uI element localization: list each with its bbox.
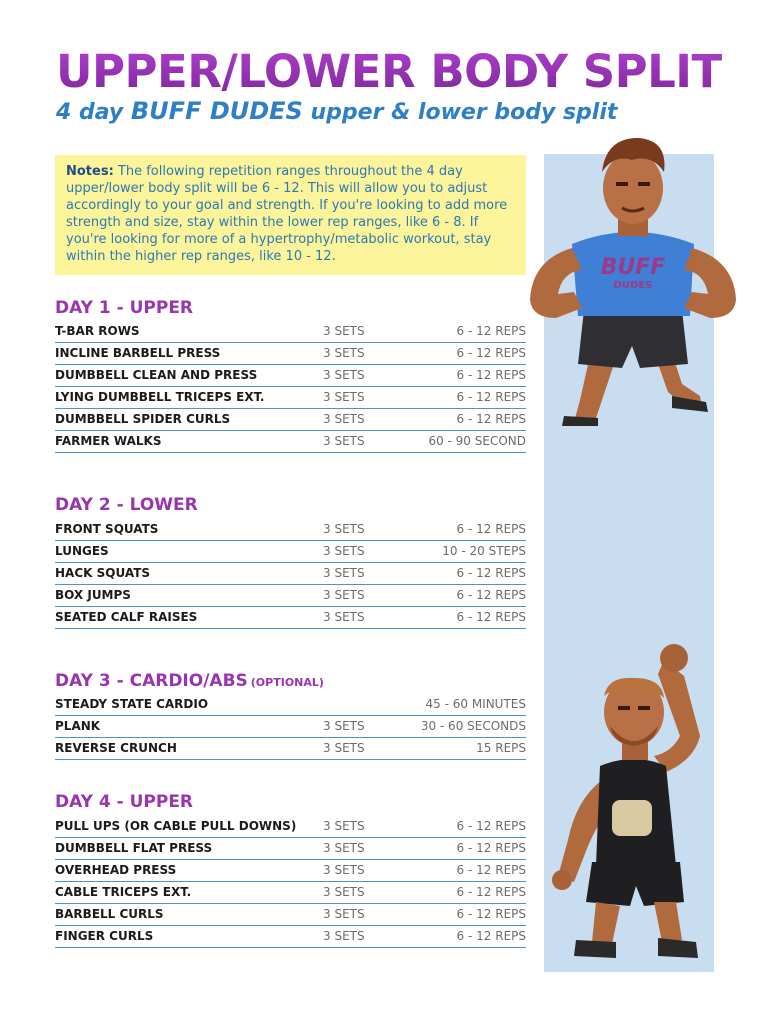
exercise-sets: 3 SETS [323, 588, 365, 602]
exercise-sets: 3 SETS [323, 566, 365, 580]
buff-dude-character-black-tank [534, 640, 744, 970]
exercise-sets: 3 SETS [323, 324, 365, 338]
subtitle-prefix: 4 day [56, 100, 131, 125]
exercise-row [55, 387, 526, 409]
day-4-heading-text: DAY 4 - UPPER [55, 792, 194, 812]
exercise-name: LUNGES [55, 544, 109, 558]
exercise-name: BOX JUMPS [55, 588, 131, 602]
exercise-row [55, 716, 526, 738]
day-1-exercise-table [55, 321, 526, 453]
exercise-name: FARMER WALKS [55, 434, 162, 448]
exercise-reps: 6 - 12 REPS [456, 368, 526, 382]
exercise-row [55, 585, 526, 607]
subtitle-suffix: upper & lower body split [302, 100, 618, 125]
exercise-name: PULL UPS (OR CABLE PULL DOWNS) [55, 819, 297, 833]
exercise-row [55, 321, 526, 343]
day-4-heading [55, 791, 196, 815]
exercise-name: FRONT SQUATS [55, 522, 159, 536]
exercise-reps: 6 - 12 REPS [456, 841, 526, 855]
exercise-row [55, 882, 526, 904]
exercise-name: INCLINE BARBELL PRESS [55, 346, 221, 360]
exercise-row [55, 563, 526, 585]
notes-box [55, 155, 526, 275]
exercise-row [55, 860, 526, 882]
day-1-heading [55, 297, 196, 321]
exercise-row [55, 904, 526, 926]
exercise-reps: 6 - 12 REPS [456, 610, 526, 624]
exercise-reps: 6 - 12 REPS [456, 819, 526, 833]
exercise-sets: 3 SETS [323, 412, 365, 426]
exercise-reps: 10 - 20 STEPS [442, 544, 526, 558]
exercise-name: DUMBBELL FLAT PRESS [55, 841, 213, 855]
day-3-heading-text: DAY 3 - CARDIO/ABS [55, 671, 248, 691]
subtitle-brand: BUFF DUDES [130, 97, 303, 125]
exercise-row [55, 694, 526, 716]
exercise-row [55, 519, 526, 541]
exercise-reps: 15 REPS [476, 741, 526, 755]
exercise-name: FINGER CURLS [55, 929, 154, 943]
exercise-row [55, 431, 526, 453]
day-1-heading-text: DAY 1 - UPPER [55, 298, 194, 318]
exercise-sets: 3 SETS [323, 819, 365, 833]
buff-dude-character-blue-shirt [522, 132, 742, 432]
exercise-sets: 3 SETS [323, 885, 365, 899]
exercise-reps: 6 - 12 REPS [456, 588, 526, 602]
exercise-sets: 3 SETS [323, 390, 365, 404]
exercise-row [55, 816, 526, 838]
exercise-name: SEATED CALF RAISES [55, 610, 198, 624]
shirt-logo-line2: DUDES [613, 280, 653, 291]
day-3-exercise-table [55, 694, 526, 760]
exercise-sets: 3 SETS [323, 719, 365, 733]
exercise-name: DUMBBELL CLEAN AND PRESS [55, 368, 258, 382]
exercise-name: CABLE TRICEPS EXT. [55, 885, 192, 899]
shirt-logo-line1: BUFF [600, 255, 666, 280]
exercise-reps: 60 - 90 SECOND [428, 434, 526, 448]
exercise-sets: 3 SETS [323, 863, 365, 877]
exercise-name: STEADY STATE CARDIO [55, 697, 209, 711]
exercise-reps: 30 - 60 SECONDS [420, 719, 526, 733]
exercise-reps: 6 - 12 REPS [456, 566, 526, 580]
exercise-name: DUMBBELL SPIDER CURLS [55, 412, 231, 426]
exercise-name: LYING DUMBBELL TRICEPS EXT. [55, 390, 265, 404]
exercise-reps: 6 - 12 REPS [456, 907, 526, 921]
exercise-reps: 6 - 12 REPS [456, 324, 526, 338]
exercise-row [55, 926, 526, 948]
exercise-reps: 45 - 60 MINUTES [425, 697, 526, 711]
notes-label: Notes: [66, 164, 114, 179]
exercise-sets: 3 SETS [323, 907, 365, 921]
exercise-reps: 6 - 12 REPS [456, 390, 526, 404]
exercise-name: HACK SQUATS [55, 566, 151, 580]
exercise-row [55, 409, 526, 431]
day-2-heading-text: DAY 2 - LOWER [55, 495, 198, 515]
exercise-reps: 6 - 12 REPS [456, 863, 526, 877]
exercise-reps: 6 - 12 REPS [456, 929, 526, 943]
day-4-exercise-table [55, 816, 526, 948]
exercise-sets: 3 SETS [323, 610, 365, 624]
day-3-heading [55, 670, 324, 694]
exercise-row [55, 343, 526, 365]
exercise-sets: 3 SETS [323, 368, 365, 382]
page-title: UPPER/LOWER BODY SPLIT [56, 45, 722, 98]
exercise-sets: 3 SETS [323, 522, 365, 536]
exercise-reps: 6 - 12 REPS [456, 522, 526, 536]
exercise-row [55, 738, 526, 760]
exercise-sets: 3 SETS [323, 741, 365, 755]
exercise-sets: 3 SETS [323, 544, 365, 558]
notes-text: The following repetition ranges throughout the 4 day upper/lower body split will be 6 - 12. This will allow you to adjust accordingly to your goal and strength. If you're looking to add more strength and size, stay within the lower rep ranges, like 6 - 8. If you're looking for more of a hypertrophy/metabolic workout, stay within the higher rep ranges, like 10 - 12. [66, 164, 508, 264]
exercise-name: REVERSE CRUNCH [55, 741, 177, 755]
exercise-name: PLANK [55, 719, 101, 733]
exercise-sets: 3 SETS [323, 929, 365, 943]
exercise-reps: 6 - 12 REPS [456, 346, 526, 360]
page-subtitle [56, 97, 617, 127]
exercise-sets: 3 SETS [323, 841, 365, 855]
day-2-heading [55, 494, 201, 518]
exercise-sets: 3 SETS [323, 434, 365, 448]
tank-logo-icon [612, 800, 652, 836]
exercise-row [55, 365, 526, 387]
exercise-name: T-BAR ROWS [55, 324, 140, 338]
exercise-name: BARBELL CURLS [55, 907, 164, 921]
exercise-name: OVERHEAD PRESS [55, 863, 177, 877]
exercise-reps: 6 - 12 REPS [456, 412, 526, 426]
day-2-exercise-table [55, 519, 526, 629]
exercise-row [55, 541, 526, 563]
exercise-sets: 3 SETS [323, 346, 365, 360]
day-3-optional: (OPTIONAL) [250, 676, 324, 689]
exercise-row [55, 838, 526, 860]
exercise-row [55, 607, 526, 629]
exercise-reps: 6 - 12 REPS [456, 885, 526, 899]
